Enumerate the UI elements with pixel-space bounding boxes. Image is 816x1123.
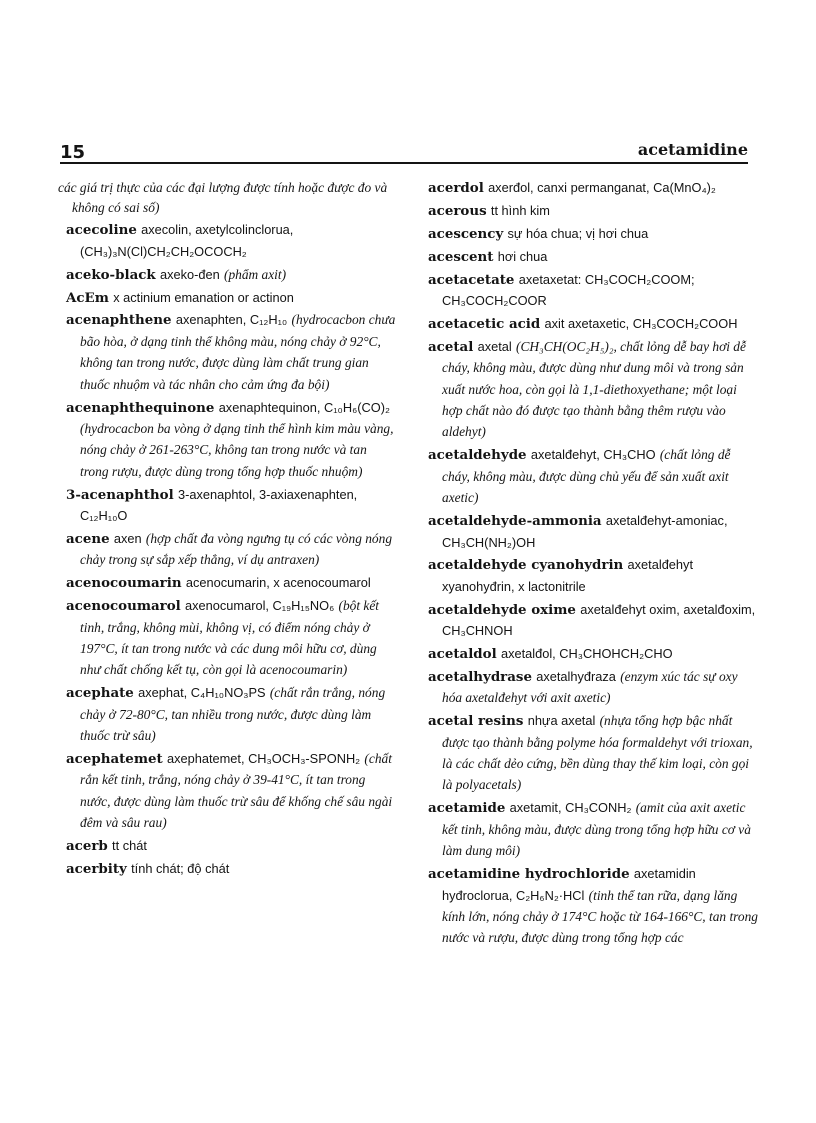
dictionary-entry bbox=[66, 573, 398, 594]
entry-headword: acetaldehyde cyanohydrin bbox=[428, 557, 624, 574]
running-head: acetamidine bbox=[637, 140, 748, 159]
entry-gloss: axenaphten, C₁₂H₁₀ bbox=[175, 312, 288, 328]
entry-headword: acetalhydrase bbox=[428, 668, 532, 685]
entry-headword: acenaphthene bbox=[66, 312, 172, 329]
dictionary-entry bbox=[428, 711, 758, 797]
entry-gloss: axenocumarol, C₁₉H₁₅NO₆ bbox=[185, 598, 335, 614]
entry-gloss: axetalđehyt xyanohyđrin, x lactonitrile bbox=[442, 557, 693, 594]
dictionary-entry bbox=[66, 859, 398, 880]
entry-headword: acetal bbox=[428, 338, 474, 355]
dictionary-entry bbox=[428, 511, 758, 554]
dictionary-entry bbox=[66, 749, 398, 835]
dictionary-entry bbox=[428, 224, 758, 245]
entry-headword: acetamidine hydrochloride bbox=[428, 866, 630, 883]
dictionary-entry bbox=[66, 398, 398, 484]
entry-note: (amit của axit axetic kết tinh, không màu, được dùng trong tổng hợp hữu cơ và làm dung môi) bbox=[442, 800, 751, 859]
entry-gloss: axenaphtequinon, C₁₀H₆(CO)₂ bbox=[218, 399, 390, 415]
entry-note: (tinh thể tan rữa, dạng lăng kính lớn, nóng chảy ở 174°C hoặc từ 164-166°C, tan trong nước và rượu, được dùng trong tổng hợp các bbox=[442, 887, 758, 946]
entry-note: (chất rắn kết tinh, trắng, nóng chảy ở 39-41°C, ít tan trong nước, được dùng làm thuốc trừ sâu để khống chế sâu ngài đêm và sâu rau) bbox=[80, 751, 393, 831]
entry-headword: acetaldol bbox=[428, 646, 497, 663]
entry-gloss: axetamit, CH₃CONH₂ bbox=[509, 800, 632, 816]
dictionary-entry bbox=[66, 288, 398, 309]
entry-headword: acenocoumarol bbox=[66, 598, 181, 615]
dictionary-entry bbox=[66, 529, 398, 572]
entry-headword: acephate bbox=[66, 685, 134, 702]
dictionary-entry bbox=[66, 683, 398, 747]
entry-headword: acescency bbox=[428, 225, 504, 242]
page-header bbox=[60, 140, 748, 162]
entry-gloss: axit axetaxetic, CH₃COCH₂COOH bbox=[544, 315, 738, 331]
entry-headword: acetacetate bbox=[428, 271, 515, 288]
entry-gloss: axen bbox=[113, 531, 142, 546]
entry-headword: acerb bbox=[66, 838, 108, 855]
entry-gloss: axeko-đen bbox=[159, 266, 220, 282]
entry-note: (hydrocacbon ba vòng ở dạng tinh thể hình kim màu vàng, nóng chảy ở 261-263°C, không tan trong nước và tan trong rượu, được dùng trong tổng hợp thuốc nhuộm) bbox=[80, 420, 394, 479]
entry-gloss: 3-axenaphtol, 3-axiaxenaphten, C₁₂H₁₀O bbox=[80, 486, 358, 524]
dictionary-entry bbox=[66, 265, 398, 286]
entry-note: (enzym xúc tác sự oxy hóa axetalđehyt với axit axetic) bbox=[442, 668, 738, 706]
entry-note: (bột kết tinh, trắng, không mùi, không vị, có điểm nóng chảy ở 197°C, ít tan trong nước và các dung môi hữu cơ, dùng như chất chống kết tụ, còn gọi là acenocoumarin) bbox=[80, 598, 380, 678]
entry-note: (chất rắn trắng, nóng chảy ở 72-80°C, tan nhiều trong nước, được dùng làm thuốc trừ sâu) bbox=[80, 685, 386, 744]
entry-note: (hợp chất đa vòng ngưng tụ có các vòng nóng chảy trong sự sắp xếp thẳng, ví dụ antraxen) bbox=[80, 531, 393, 568]
entry-headword: acerdol bbox=[428, 180, 484, 196]
entry-headword: acetal resins bbox=[428, 713, 524, 730]
entry-gloss: axetal bbox=[477, 338, 512, 354]
entry-note: (nhựa tổng hợp bậc nhất được tạo thành bằng polyme hóa formaldehyt với trioxan, là các chất dẻo cứng, bền dùng thay thế kim loại, còn gọi là polyacetals) bbox=[442, 713, 753, 793]
entry-headword: acetaldehyde-ammonia bbox=[428, 513, 602, 530]
dictionary-entry bbox=[428, 247, 758, 268]
entry-gloss: sự hóa chua; vị hơi chua bbox=[507, 225, 649, 241]
entry-gloss: tính chát; độ chát bbox=[131, 861, 230, 877]
dictionary-entry bbox=[428, 178, 758, 199]
left-column bbox=[58, 178, 398, 882]
entry-gloss: tt chát bbox=[112, 838, 147, 854]
entry-headword: acene bbox=[66, 531, 110, 547]
entry-headword: 3-acenaphthol bbox=[66, 486, 174, 503]
entry-gloss: x actinium emanation or actinon bbox=[113, 289, 294, 305]
entry-gloss: axetalhyđraza bbox=[536, 668, 616, 684]
entry-gloss: axetaxetat: CH₃COCH₂COOM; CH₃COCH₂COOR bbox=[442, 271, 695, 309]
entry-headword: acetaldehyde bbox=[428, 447, 527, 464]
entry-gloss: nhựa axetal bbox=[527, 713, 596, 729]
entry-headword: acenaphthequinone bbox=[66, 399, 215, 416]
entry-gloss: axephat, C₄H₁₀NO₃PS bbox=[138, 685, 266, 701]
entry-headword: acecoline bbox=[66, 222, 137, 239]
header-rule bbox=[60, 162, 748, 164]
entry-gloss: axetamidin hyđroclorua, C₂H₆N₂·HCl bbox=[442, 866, 696, 903]
entry-gloss: acenocumarin, x acenocoumarol bbox=[185, 575, 371, 591]
dictionary-entry bbox=[66, 220, 398, 263]
entry-gloss: axerđol, canxi permanganat, Ca(MnO₄)₂ bbox=[488, 180, 716, 195]
entry-headword: acerbity bbox=[66, 861, 127, 878]
dictionary-entry bbox=[428, 667, 758, 710]
continuation-text: các giá trị thực của các đại lượng được tính hoặc được đo và không có sai số) bbox=[58, 180, 388, 216]
dictionary-entry bbox=[428, 798, 758, 862]
entry-gloss: axephatemet, CH₃OCH₃-SPONH₂ bbox=[166, 751, 361, 767]
entry-headword: aceko-black bbox=[66, 266, 156, 283]
dictionary-entry bbox=[428, 644, 758, 665]
right-column bbox=[428, 178, 758, 951]
entry-gloss: axetalđehyt oxim, axetalđoxim, CH₃CHNOH bbox=[442, 601, 756, 639]
dictionary-entry bbox=[66, 596, 398, 682]
entry-headword: acetacetic acid bbox=[428, 315, 541, 332]
dictionary-entry bbox=[428, 864, 758, 950]
dictionary-entry bbox=[428, 201, 758, 222]
entry-headword: AcEm bbox=[66, 289, 109, 306]
entry-gloss: axecolin, axetylcolinclorua, (CH₃)₃N(Cl)CH₂CH₂OCOCH₂ bbox=[80, 222, 294, 259]
dictionary-entry bbox=[428, 600, 758, 643]
entry-gloss: axetalđol, CH₃CHOHCH₂CHO bbox=[500, 646, 673, 662]
entry-headword: acetaldehyde oxime bbox=[428, 601, 576, 618]
dictionary-entry bbox=[428, 270, 758, 313]
dictionary-entry bbox=[428, 555, 758, 598]
dictionary-entry bbox=[428, 445, 758, 509]
entry-gloss: hơi chua bbox=[497, 248, 548, 264]
entry-headword: acephatemet bbox=[66, 751, 163, 768]
entry-headword: acenocoumarin bbox=[66, 575, 182, 592]
dictionary-entry bbox=[66, 485, 398, 528]
entry-headword: acerous bbox=[428, 202, 487, 219]
dictionary-entry bbox=[428, 314, 758, 335]
entry-gloss: tt hình kim bbox=[490, 202, 550, 218]
entry-gloss: axetalđehyt, CH₃CHO bbox=[530, 447, 656, 463]
entry-note: (phẩm axit) bbox=[223, 266, 287, 282]
entry-note: (chất lỏng dễ cháy, không màu, được dùng chủ yếu để sản xuất axit axetic) bbox=[442, 447, 731, 506]
dictionary-entry bbox=[66, 310, 398, 396]
dictionary-entry bbox=[428, 337, 758, 444]
entry-note: (hydrocacbon chưa bão hòa, ở dạng tinh thể không màu, nóng chảy ở 92°C, không tan trong nước, được dùng làm chất trung gian thuốc nhuộm và tác nhân cho cảm ứng đa bội) bbox=[80, 312, 396, 392]
page-number: 15 bbox=[60, 142, 86, 163]
entry-headword: acetamide bbox=[428, 800, 506, 817]
entry-gloss: axetalđehyt-amoniac, CH₃CH(NH₂)OH bbox=[442, 513, 728, 550]
dictionary-entry bbox=[66, 836, 398, 857]
entry-headword: acescent bbox=[428, 248, 494, 265]
entry-note: (CH₃CH(OC₂H₅)₂, chất lỏng dễ bay hơi dễ cháy, không màu, được dùng như dung môi và trong sản xuất nước hoa, còn gọi là 1,1-diethoxyethane; một loại hợp chất nào đó được tạo thành bằng thêm rượu vào aldehyt) bbox=[442, 338, 746, 440]
